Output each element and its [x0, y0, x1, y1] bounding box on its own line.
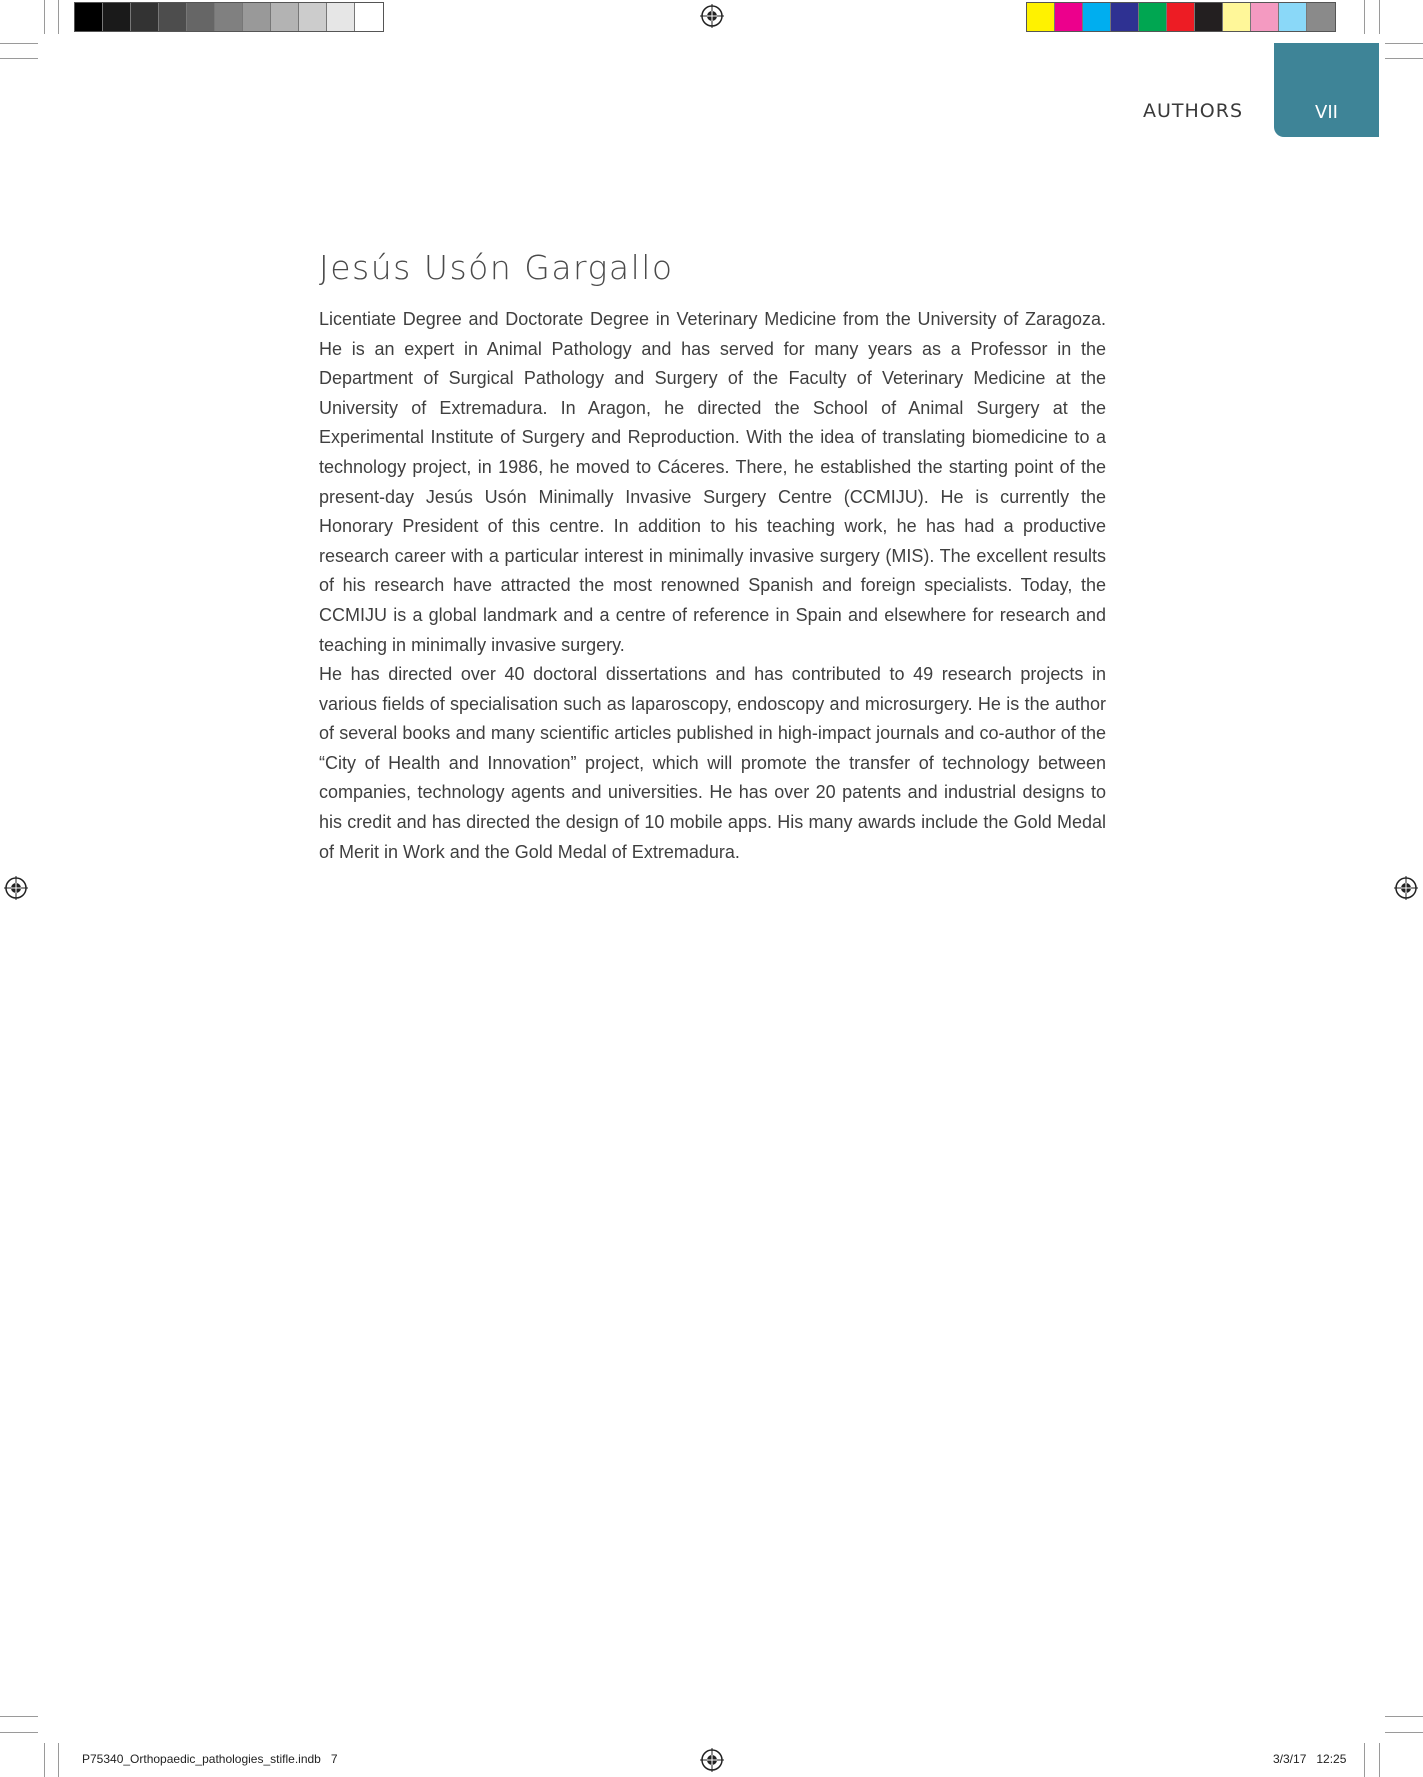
color-swatch [1223, 3, 1251, 31]
color-swatch [159, 3, 187, 31]
running-header: AUTHORS [1142, 100, 1243, 122]
color-swatch [299, 3, 327, 31]
registration-mark-icon [700, 4, 724, 28]
grayscale-control-bar [74, 2, 384, 32]
color-swatch [1279, 3, 1307, 31]
crop-mark [1385, 1732, 1423, 1733]
crop-mark [0, 1732, 38, 1733]
registration-mark-icon [4, 876, 28, 900]
color-swatch [1111, 3, 1139, 31]
crop-mark [44, 1743, 45, 1777]
color-swatch [1251, 3, 1279, 31]
crop-mark [1385, 1716, 1423, 1717]
color-control-bar [1026, 2, 1336, 32]
page-number-tab [1274, 43, 1379, 137]
color-swatch [355, 3, 383, 31]
color-swatch [271, 3, 299, 31]
color-swatch [75, 3, 103, 31]
file-slug: P75340_Orthopaedic_pathologies_stifle.indb 7 [82, 1752, 338, 1766]
color-swatch [1083, 3, 1111, 31]
author-name: Jesús Usón Gargallo [319, 248, 674, 287]
registration-mark-icon [1394, 876, 1418, 900]
color-swatch [1307, 3, 1335, 31]
color-swatch [1055, 3, 1083, 31]
color-swatch [327, 3, 355, 31]
crop-mark [1379, 1743, 1380, 1777]
crop-mark [1379, 0, 1380, 34]
color-swatch [1139, 3, 1167, 31]
color-swatch [243, 3, 271, 31]
color-swatch [215, 3, 243, 31]
crop-mark [0, 58, 38, 59]
color-swatch [1195, 3, 1223, 31]
crop-mark [58, 1743, 59, 1777]
bio-paragraph: He has directed over 40 doctoral dissertations and has contributed to 49 research projects in various fields of specialisation such as laparoscopy, endoscopy and microsurgery. He is the author of several books and many scientific articles published in high-impact journals and co-author of the “City of Health and Innovation” project, which will promote the transfer of technology between companies, technology agents and universities. He has over 20 patents and industrial designs to his credit and has directed the design of 10 mobile apps. His many awards include the Gold Medal of Merit in Work and the Gold Medal of Extremadura. [319, 664, 1106, 862]
color-swatch [1167, 3, 1195, 31]
crop-mark [58, 0, 59, 34]
crop-mark [0, 1716, 38, 1717]
bio-paragraph: Licentiate Degree and Doctorate Degree in Veterinary Medicine from the University of Zaragoza. He is an expert in Animal Pathology and has served for many years as a Professor in the Department of Surgical Pathology and Surgery of the Faculty of Veterinary Medicine at the University of Extremadura. In Aragon, he directed the School of Animal Surgery at the Experimental Institute of Surgery and Reproduction. With the idea of translating biomedicine to a technology project, in 1986, he moved to Cáceres. There, he established the starting point of the present-day Jesús Usón Minimally Invasive Surgery Centre (CCMIJU). He is currently the Honorary President of this centre. In addition to his teaching work, he has had a productive research career with a particular interest in minimally invasive surgery (MIS). The excellent results of his research have attracted the most renowned Spanish and foreign specialists. Today, the CCMIJU is a global landmark and a centre of reference in Spain and elsewhere for research and teaching in minimally invasive surgery. [319, 309, 1106, 655]
crop-mark [1385, 58, 1423, 59]
crop-mark [0, 43, 38, 44]
crop-mark [1385, 43, 1423, 44]
color-swatch [131, 3, 159, 31]
crop-mark [1364, 0, 1365, 34]
page-number: VII [1315, 102, 1338, 123]
color-swatch [187, 3, 215, 31]
color-swatch [103, 3, 131, 31]
registration-mark-icon [700, 1748, 724, 1772]
date-slug: 3/3/17 12:25 [1273, 1752, 1347, 1766]
crop-mark [1364, 1743, 1365, 1777]
color-swatch [1027, 3, 1055, 31]
crop-mark [44, 0, 45, 34]
